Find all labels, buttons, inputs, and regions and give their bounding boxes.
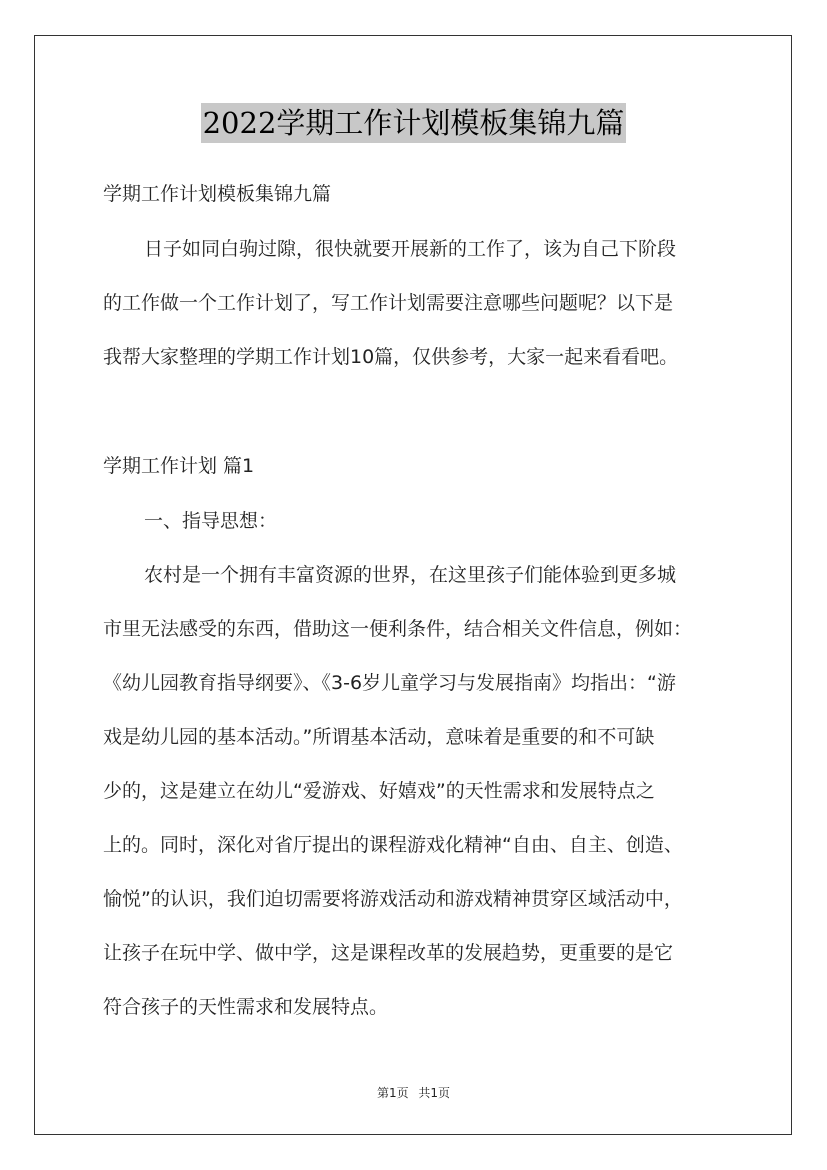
intro-line-1: 日子如同白驹过隙，很快就要开展新的工作了，该为自己下阶段 — [144, 238, 677, 260]
intro-line-2: 的工作做一个工作计划了，写工作计划需要注意哪些问题呢？以下是 — [103, 292, 674, 314]
body-line-9: 符合孩子的天性需求和发展特点。 — [103, 996, 389, 1018]
page-total: 共1页 — [418, 1086, 451, 1100]
body-line-2: 市里无法感受的东西，借助这一便利条件，结合相关文件信息，例如： — [103, 618, 693, 640]
body-line-7: 愉悦”的认识，我们迫切需要将游戏活动和游戏精神贯穿区域活动中， — [103, 888, 683, 910]
body-line-3: 《幼儿园教育指导纲要》、《3-6岁儿童学习与发展指南》均指出：“游 — [103, 672, 676, 694]
body-line-6: 上的。同时，深化对省厅提出的课程游戏化精神“自由、自主、创造、 — [103, 834, 683, 856]
document-subtitle: 学期工作计划模板集锦九篇 — [103, 183, 332, 205]
title-container — [0, 103, 827, 143]
intro-line-3: 我帮大家整理的学期工作计划10篇，仅供参考，大家一起来看看吧。 — [103, 346, 679, 368]
section-heading: 学期工作计划 篇1 — [103, 455, 255, 477]
body-line-1: 农村是一个拥有丰富资源的世界，在这里孩子们能体验到更多城 — [144, 564, 677, 586]
page-footer — [0, 1084, 827, 1101]
subheading: 一、指导思想： — [144, 510, 278, 532]
document-title: 2022学期工作计划模板集锦九篇 — [201, 103, 627, 143]
body-line-4: 戏是幼儿园的基本活动。”所谓基本活动，意味着是重要的和不可缺 — [103, 726, 655, 748]
body-line-5: 少的，这是建立在幼儿“爱游戏、好嬉戏”的天性需求和发展特点之 — [103, 780, 655, 802]
body-line-8: 让孩子在玩中学、做中学，这是课程改革的发展趋势，更重要的是它 — [103, 942, 674, 964]
page-number: 第1页 — [376, 1086, 409, 1100]
